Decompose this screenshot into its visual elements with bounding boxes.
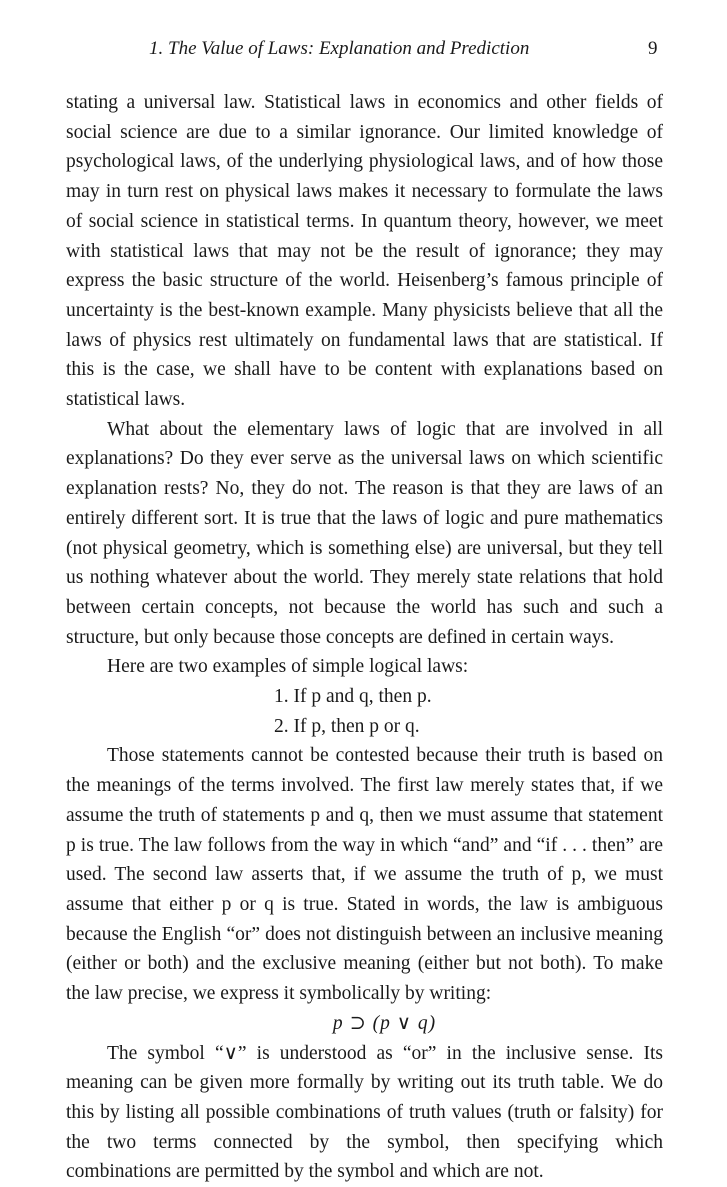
- paragraph-examples-intro: Here are two examples of simple logical laws:: [66, 652, 663, 682]
- page-number: 9: [648, 38, 658, 60]
- paragraph-symbol-or: The symbol “∨” is understood as “or” in the inclusive sense. Its meaning can be given more formally by writing out its truth table. We do this by listing all possible combinations of truth values (truth or falsity) for the two terms connected by the symbol, then specifying which combinations are permitted by the symbol and which are not.: [66, 1039, 663, 1187]
- paragraph-statistical-laws: stating a universal law. Statistical laws in economics and other fields of social science are due to a similar ignorance. Our limited knowledge of psychological laws, of the underlying physiological laws, and of how those may in turn rest on physical laws makes it necessary to formulate the laws of social science in statistical terms. In quantum theory, however, we meet with statistical laws that may not be the result of ignorance; they may express the basic structure of the world. Heisenberg’s famous principle of uncertainty is the best-known example. Many physicists believe that all the laws of physics rest ultimately on fundamental laws that are statistical. If this is the case, we shall have to be content with explanations based on statistical laws.: [66, 88, 663, 415]
- running-head: [0, 38, 727, 66]
- paragraph-explanation: Those statements cannot be contested because their truth is based on the meanings of the terms involved. The first law merely states that, if we assume the truth of statements p and q, then we must assume that statement p is true. The law follows from the way in which “and” and “if . . . then” are used. The second law asserts that, if we assume the truth of p, we must assume that either p or q is true. Stated in words, the law is ambiguous because the English “or” does not distinguish between an inclusive meaning (either or both) and the exclusive meaning (either but not both). To make the law precise, we express it symbolically by writing:: [66, 741, 663, 1008]
- logical-law-2: 2. If p, then p or q.: [274, 712, 663, 742]
- display-formula: p ⊃ (p ∨ q): [66, 1009, 663, 1039]
- body-text: [66, 88, 663, 1187]
- chapter-title: 1. The Value of Laws: Explanation and Prediction: [149, 38, 529, 60]
- logical-laws-list: [66, 682, 663, 741]
- logical-law-1: 1. If p and q, then p.: [274, 682, 663, 712]
- paragraph-logic-laws: What about the elementary laws of logic that are involved in all explanations? Do they ever serve as the universal laws on which scientific explanation rests? No, they do not. The reason is that they are laws of an entirely different sort. It is true that the laws of logic and pure mathematics (not physical geometry, which is something else) are universal, but they tell us nothing whatever about the world. They merely state relations that hold between certain concepts, not because the world has such and such a structure, but only because those concepts are defined in certain ways.: [66, 415, 663, 653]
